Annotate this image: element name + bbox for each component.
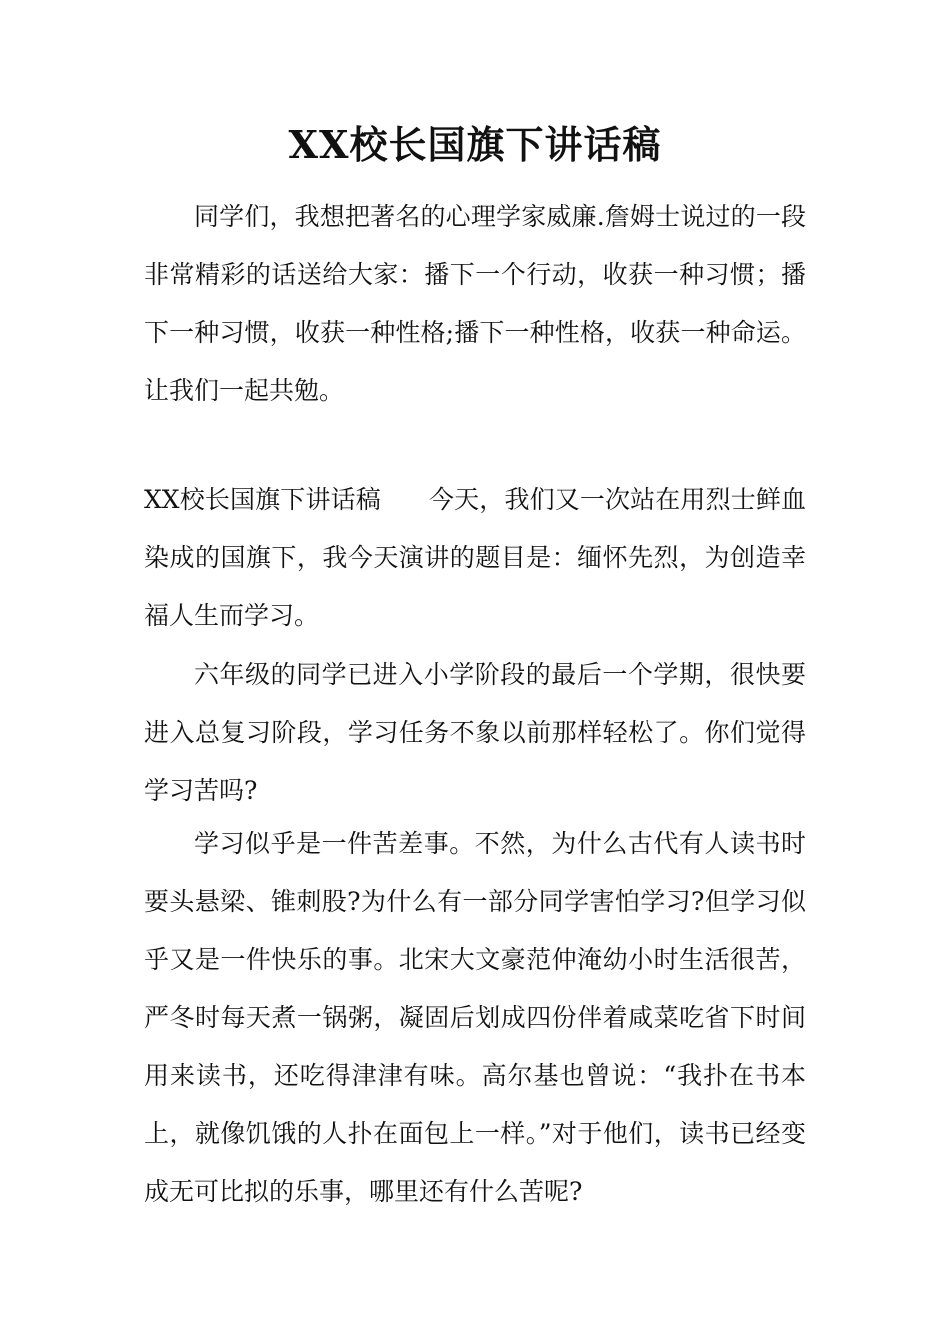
paragraph-opening (144, 471, 806, 645)
inline-heading: XX校长国旗下讲话稿 (144, 485, 381, 514)
paragraph-intro: 同学们，我想把著名的心理学家威廉.詹姆士说过的一段非常精彩的话送给大家：播下一个行动，收获一种习惯；播下一种习惯，收获一种性格;播下一种性格，收获一种命运。让我们一起共勉。 (144, 202, 806, 405)
paragraph-grade-six: 六年级的同学已进入小学阶段的最后一个学期，很快要进入总复习阶段，学习任务不象以前那样轻松了。你们觉得学习苦吗? (144, 660, 806, 805)
paragraph-opening-text: 今天，我们又一次站在用烈士鲜血染成的国旗下，我今天演讲的题目是：缅怀先烈，为创造幸福人生而学习。 (144, 485, 806, 630)
page-title: XX校长国旗下讲话稿 (288, 122, 662, 167)
paragraph-learning: 学习似乎是一件苦差事。不然，为什么古代有人读书时要头悬梁、锥刺股?为什么有一部分同学害怕学习?但学习似乎又是一件快乐的事。北宋大文豪范仲淹幼小时生活很苦，严冬时每天煮一锅粥，凝固后划成四份伴着咸菜吃省下时间用来读书，还吃得津津有味。高尔基也曾说：“我扑在书本上，就像饥饿的人扑在面包上一样。”对于他们，读书已经变成无可比拟的乐事，哪里还有什么苦呢? (144, 829, 806, 1206)
